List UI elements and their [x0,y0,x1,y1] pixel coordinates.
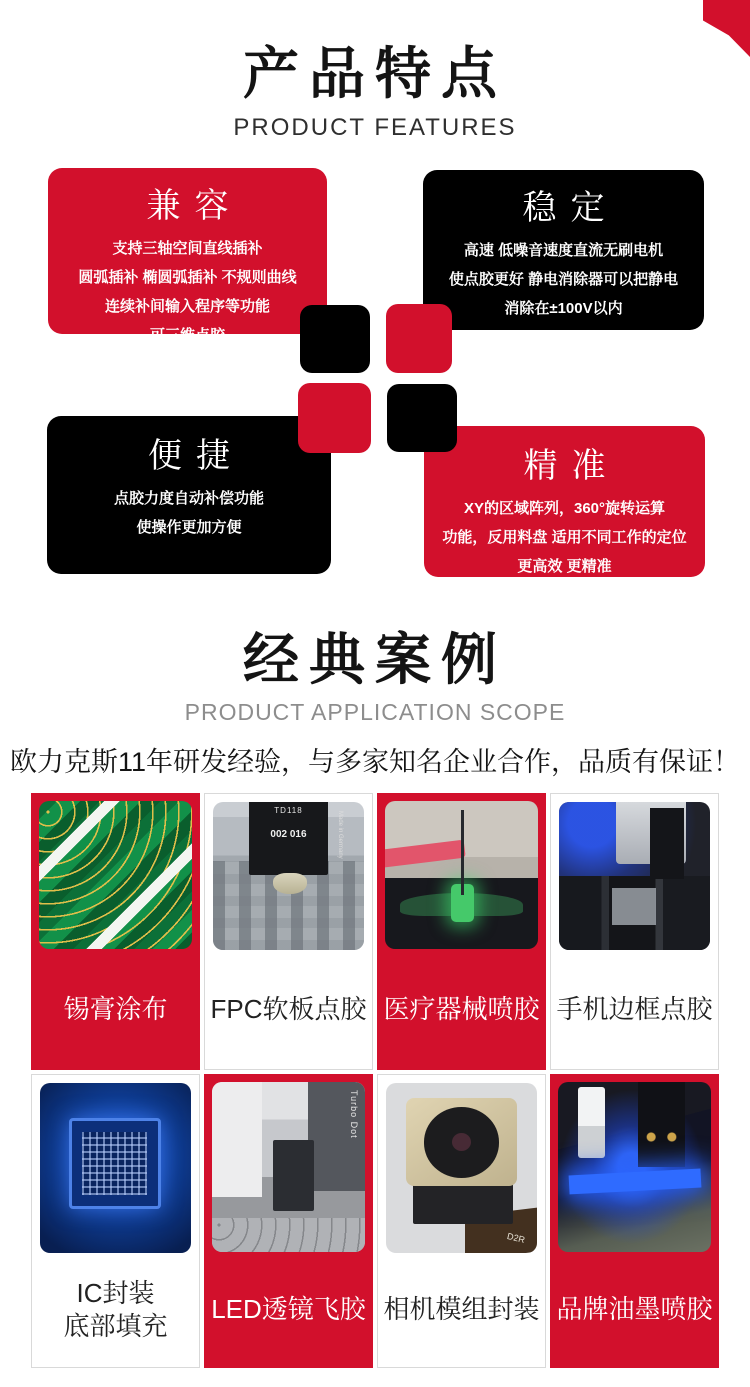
valve-origin-text: Made in Germany [336,810,343,859]
case-label: FPC软板点胶 [210,993,367,1024]
features-subtitle: PRODUCT FEATURES [233,114,517,142]
module-body-shape [413,1181,513,1224]
cases-grid [31,793,719,1368]
case-label-line: 底部填充 [63,1310,168,1341]
card-body [424,494,705,581]
case-label: 相机模组封装 [383,1294,540,1325]
case-photo-camera-module [386,1083,537,1253]
case-label: 锡膏涂布 [63,993,168,1024]
feature-card-compatibility [48,168,327,345]
deco-square [387,384,457,452]
card-line: 点胶力度自动补偿功能 [113,490,264,508]
feature-cards-group [0,168,750,580]
deco-square [386,304,452,373]
case-item-camera-module [377,1074,546,1368]
case-photo-ic-chip [40,1083,191,1253]
feature-card-precision [424,426,705,577]
syringe-shape [578,1087,606,1158]
card-title: 稳定 [522,190,619,228]
lens-ring-shape [424,1107,500,1178]
valve-number-text: 002 016 [270,828,307,840]
case-label: 医疗器械喷胶 [383,993,540,1024]
chip-shape [69,1118,161,1208]
screws-shape [638,1126,685,1148]
card-title: 便捷 [148,438,244,476]
valve-shape [650,808,685,879]
case-photo-pcb-panel [39,801,192,949]
valve-model-text: TD118 [274,805,303,815]
case-item-medical-spray [377,793,546,1070]
card-line: 支持三轴空间直线插补 [112,240,263,258]
case-label: LED透镜飞胶 [211,1294,366,1325]
card-line: 消除在±100V以内 [504,300,623,318]
glowing-plate-shape [568,1168,700,1194]
pink-part-shape [385,840,465,868]
case-item-led-lens [204,1074,373,1368]
case-label: 手机边框点胶 [556,993,713,1024]
module-plate-shape [406,1098,518,1186]
module-marking-text: D2R [505,1230,526,1245]
classic-cases-section [0,628,750,1367]
card-line: 连续补间输入程序等功能 [104,298,270,316]
case-label-line: IC封装 [76,1277,155,1308]
case-item-solder-paste [31,793,200,1070]
card-body [47,484,331,542]
card-line: 更高效 更精准 [517,558,612,576]
card-line: 圆弧插补 椭圆弧插补 不规则曲线 [78,269,297,287]
case-photo-led-machine [212,1082,365,1252]
card-line: 使操作更加方便 [136,519,242,537]
cases-tagline: 欧力克斯11年研发经验，与多家知名企业合作，品质有保证！ [9,746,741,777]
case-photo-dispensing-valve [213,802,364,950]
card-body [48,234,327,350]
features-title: 产品特点 [243,42,507,105]
card-body [423,236,704,323]
feature-card-convenience [47,416,331,574]
case-item-ic-underfill [31,1074,200,1368]
machine-brand-text: Turbo Dot [348,1089,359,1139]
tray-slot-shape [612,888,656,925]
card-line: XY的区域阵列，360°旋转运算 [463,500,666,518]
card-title: 精准 [523,448,620,486]
white-panel-shape [212,1082,262,1198]
case-label: 品牌油墨喷胶 [556,1294,713,1325]
feature-card-stability [423,170,704,330]
case-item-phone-frame [550,793,719,1070]
needle-shape [461,810,464,896]
card-title: 兼容 [146,188,243,226]
dispense-head-shape [273,1140,314,1211]
machine-column-shape [308,1082,365,1191]
cases-subtitle: PRODUCT APPLICATION SCOPE [184,698,566,725]
case-photo-ink-jet [558,1082,711,1252]
card-line: 使点胶更好 静电消除器可以把静电 [448,271,679,289]
card-line: 可三维点胶 [149,327,225,345]
case-photo-phone-frame [559,802,710,950]
card-line: 功能，反用料盘 适用不同工作的定位 [442,529,687,547]
cases-title: 经典案例 [243,628,507,692]
case-item-fpc-dispensing [204,793,373,1070]
case-photo-medical-needle [385,801,538,949]
deco-square [298,383,371,453]
nozzle-shape [273,873,306,894]
valve-shape [638,1082,685,1167]
case-label [32,1253,199,1367]
card-line: 高速 低噪音速度直流无刷电机 [463,242,664,260]
valve-block [249,802,328,875]
product-features-section [0,0,750,580]
deco-square [300,305,370,373]
case-item-ink-spray [550,1074,719,1368]
